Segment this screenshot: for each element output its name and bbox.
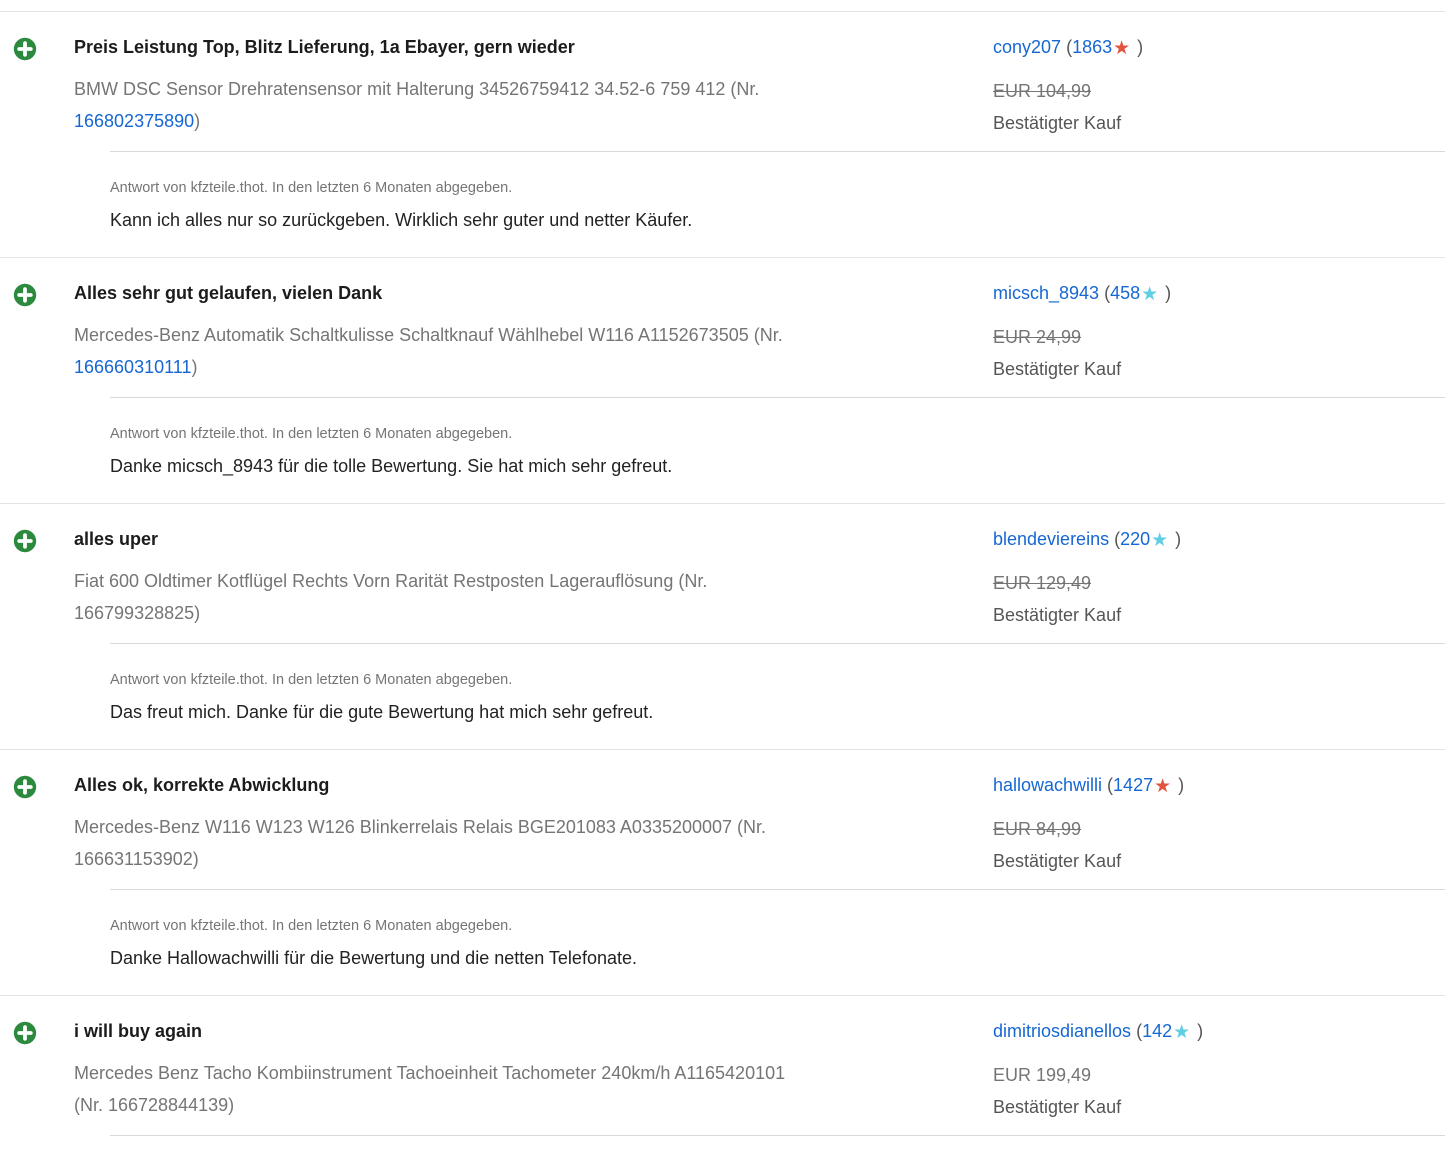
seller-reply (110, 1135, 1445, 1162)
item-price: EUR 129,49 (993, 573, 1092, 593)
score-open-paren: ( (1099, 283, 1111, 303)
seller-reply (110, 151, 1445, 257)
buyer-username-link[interactable]: blendeviereins (993, 529, 1110, 549)
feedback-row (0, 11, 1445, 257)
reply-meta: Antwort von kfzteile.thot. In den letzten 6 Monaten abgegeben. (110, 918, 513, 934)
score-open-paren: ( (1102, 775, 1114, 795)
positive-feedback-icon (13, 529, 37, 553)
item-description: Fiat 600 Oldtimer Kotflügel Rechts Vorn Rarität Restposten Lagerauflösung (Nr. (74, 571, 708, 591)
item-number-link[interactable]: 166660310111 (74, 357, 192, 377)
item-description-rest: ) (191, 357, 198, 377)
score-open-paren: ( (1109, 529, 1121, 549)
feedback-score-link[interactable]: 1863 (1072, 37, 1113, 57)
positive-feedback-icon (13, 283, 37, 307)
reply-text: Kann ich alles nur so zurückgeben. Wirklich sehr guter und netter Käufer. (110, 210, 693, 230)
score-close-paren: ) (1160, 283, 1172, 303)
positive-feedback-icon (13, 37, 37, 61)
feedback-row (0, 503, 1445, 749)
score-open-paren: ( (1131, 1021, 1143, 1041)
buyer-column (993, 528, 1445, 631)
item-description-line2 (74, 1089, 920, 1121)
feedback-score-link[interactable]: 142 (1142, 1021, 1173, 1041)
reply-meta: Antwort von kfzteile.thot. In den letzten 6 Monaten abgegeben. (110, 426, 513, 442)
item-description-line2 (74, 351, 920, 383)
feedback-comment: Preis Leistung Top, Blitz Lieferung, 1a Ebayer, gern wieder (74, 37, 575, 57)
buyer-column (993, 36, 1445, 139)
item-price: EUR 199,49 (993, 1065, 1092, 1085)
feedback-score-link[interactable]: 1427 (1113, 775, 1154, 795)
feedback-comment: alles uper (74, 529, 159, 549)
reply-text: Das freut mich. Danke für die gute Bewertung hat mich sehr gefreut. (110, 702, 654, 722)
feedback-star-icon: ★ (1173, 1022, 1191, 1043)
reply-text: Danke Hallowachwilli für die Bewertung und die netten Telefonate. (110, 948, 637, 968)
feedback-comment: i will buy again (74, 1021, 203, 1041)
buyer-column (993, 1020, 1445, 1123)
verified-purchase-label: Bestätigter Kauf (993, 113, 1122, 133)
buyer-line (993, 774, 1445, 798)
feedback-row (0, 257, 1445, 503)
score-close-paren: ) (1173, 775, 1185, 795)
buyer-line (993, 1020, 1445, 1044)
buyer-username-link[interactable]: micsch_8943 (993, 283, 1100, 303)
item-description-line2 (74, 843, 920, 875)
score-close-paren: ) (1170, 529, 1182, 549)
item-price: EUR 84,99 (993, 819, 1082, 839)
item-description-line2 (74, 597, 920, 629)
feedback-star-icon: ★ (1113, 38, 1131, 59)
verified-purchase-label: Bestätigter Kauf (993, 1097, 1122, 1117)
feedback-comment: Alles ok, korrekte Abwicklung (74, 775, 330, 795)
item-description: Mercedes Benz Tacho Kombiinstrument Tachoeinheit Tachometer 240km/h A1165420101 (74, 1063, 786, 1083)
verified-purchase-label: Bestätigter Kauf (993, 605, 1122, 625)
verified-purchase-label: Bestätigter Kauf (993, 359, 1122, 379)
item-price: EUR 104,99 (993, 81, 1092, 101)
positive-feedback-icon (13, 775, 37, 799)
item-number-link[interactable]: 166802375890 (74, 111, 195, 131)
feedback-star-icon: ★ (1151, 530, 1169, 551)
positive-feedback-icon (13, 1021, 37, 1045)
buyer-username-link[interactable]: cony207 (993, 37, 1062, 57)
feedback-row (0, 749, 1445, 995)
feedback-star-icon: ★ (1141, 284, 1159, 305)
buyer-line (993, 36, 1445, 60)
feedback-type-column (0, 36, 74, 61)
item-description-rest: 166799328825) (74, 603, 201, 623)
item-description-rest: ) (194, 111, 201, 131)
buyer-line (993, 528, 1445, 552)
seller-reply (110, 397, 1445, 503)
reply-meta: Antwort von kfzteile.thot. In den letzten 6 Monaten abgegeben. (110, 180, 513, 196)
seller-reply (110, 889, 1445, 995)
item-description: Mercedes-Benz Automatik Schaltkulisse Schaltknauf Wählhebel W116 A1152673505 (Nr. (74, 325, 783, 345)
feedback-row (0, 995, 1445, 1162)
buyer-username-link[interactable]: hallowachwilli (993, 775, 1103, 795)
buyer-username-link[interactable]: dimitriosdianellos (993, 1021, 1132, 1041)
item-description: Mercedes-Benz W116 W123 W126 Blinkerrelais Relais BGE201083 A0335200007 (Nr. (74, 817, 767, 837)
item-description-rest: (Nr. 166728844139) (74, 1095, 235, 1115)
feedback-type-column (0, 774, 74, 799)
reply-text: Danke micsch_8943 für die tolle Bewertung. Sie hat mich sehr gefreut. (110, 456, 673, 476)
buyer-column (993, 774, 1445, 877)
item-description-rest: 166631153902) (74, 849, 199, 869)
feedback-score-link[interactable]: 220 (1120, 529, 1151, 549)
item-price: EUR 24,99 (993, 327, 1082, 347)
reply-meta: Antwort von kfzteile.thot. In den letzten 6 Monaten abgegeben. (110, 672, 513, 688)
feedback-star-icon: ★ (1154, 776, 1172, 797)
item-description-line2 (74, 105, 920, 137)
feedback-list (0, 11, 1445, 1162)
seller-reply (110, 643, 1445, 749)
feedback-comment: Alles sehr gut gelaufen, vielen Dank (74, 283, 383, 303)
buyer-column (993, 282, 1445, 385)
score-open-paren: ( (1061, 37, 1073, 57)
buyer-line (993, 282, 1445, 306)
feedback-score-link[interactable]: 458 (1110, 283, 1141, 303)
verified-purchase-label: Bestätigter Kauf (993, 851, 1122, 871)
item-description: BMW DSC Sensor Drehratensensor mit Halterung 34526759412 34.52-6 759 412 (Nr. (74, 79, 760, 99)
score-close-paren: ) (1192, 1021, 1204, 1041)
feedback-type-column (0, 528, 74, 553)
score-close-paren: ) (1132, 37, 1144, 57)
feedback-type-column (0, 282, 74, 307)
feedback-type-column (0, 1020, 74, 1045)
